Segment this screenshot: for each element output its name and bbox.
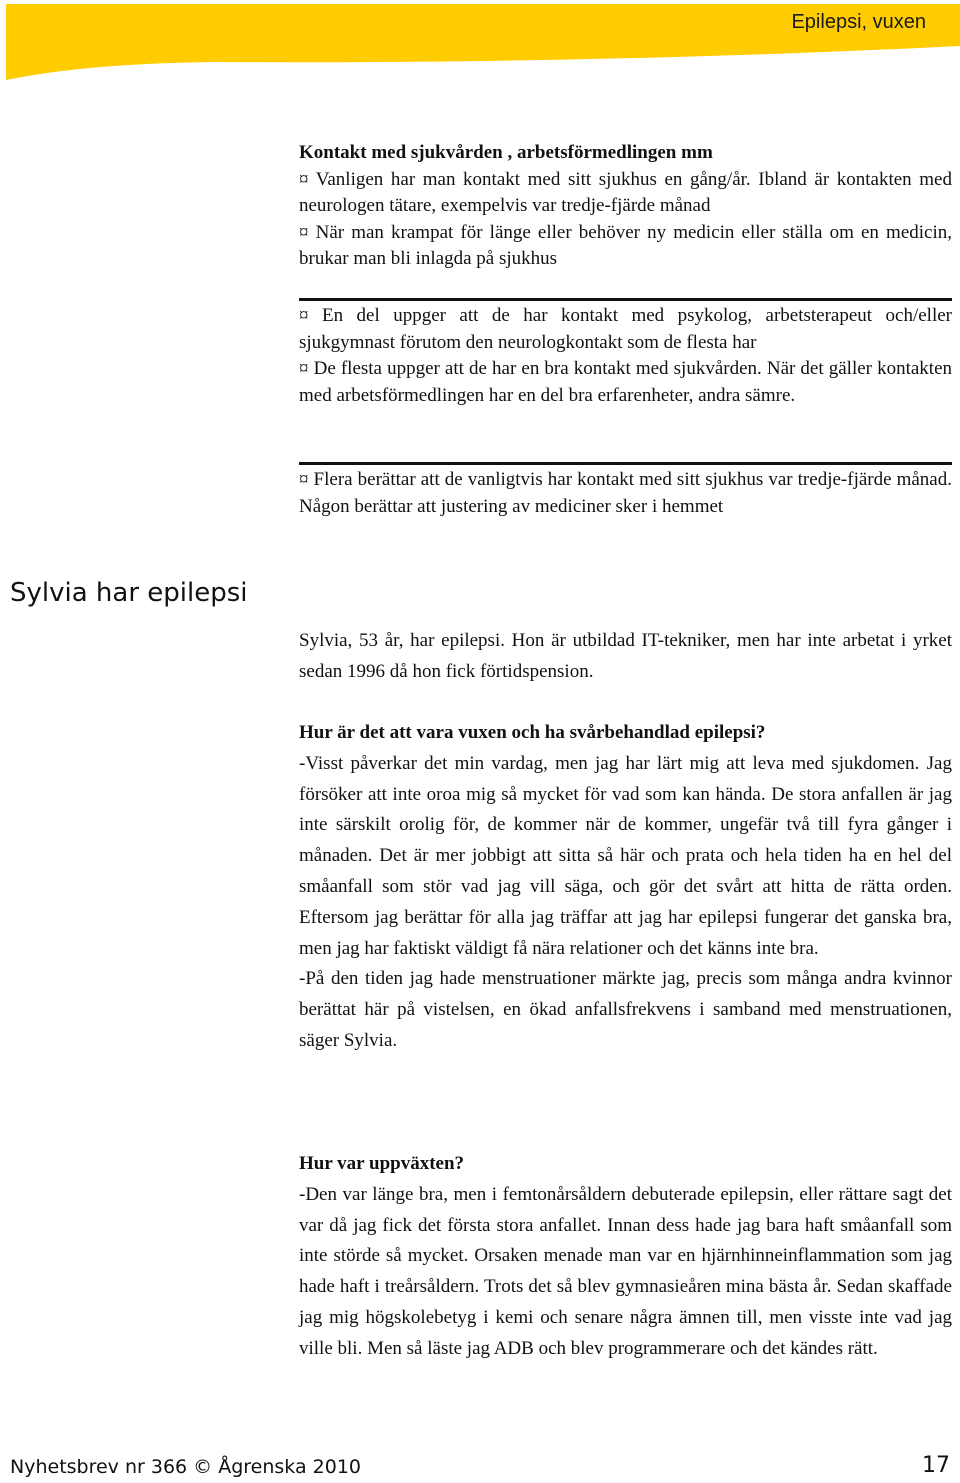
header-title: Epilepsi, vuxen [791, 11, 926, 33]
interview-answer: -Visst påverkar det min vardag, men jag har lärt mig att leva med sjukdomen. Jag försöker att inte oroa mig så mycket för vad som kan hända. De stora anfallen är jag inte särskilt orolig för, de kommer när de kommer, ungefär två till fyra gånger i månaden. Det är mer jobbigt att sitta så här och prata och hela tiden ha en hel del småanfall som stör vad jag vill säga, och gör det svårt att hitta de rätta orden. Eftersom jag berättar för alla jag träffar att jag har epilepsi fungerar det ganska bra, men jag har faktiskt väldigt få nära relationer och det känns inte bra. [299, 752, 952, 959]
bullet-paragraph: ¤ De flesta uppger att de har en bra kontakt med sjukvården. När det gäller kontakten med arbetsförmedlingen har en del bra erfarenheter, andra sämre. [299, 358, 952, 406]
bullet-paragraph: ¤ En del uppger att de har kontakt med psykolog, arbetsterapeut och/eller sjukgymnast förutom den neurologkontakt som de flesta har [299, 305, 952, 353]
interview-question: Hur är det att vara vuxen och ha svårbehandlad epilepsi? [299, 722, 766, 743]
contact-section [299, 140, 952, 273]
contact-frequency-block [299, 467, 952, 520]
intro-paragraph: Sylvia, 53 år, har epilepsi. Hon är utbildad IT-tekniker, men har inte arbetat i yrket sedan 1996 då hon fick förtidspension. [299, 630, 952, 682]
article-intro [299, 626, 952, 688]
sidebar-heading: Sylvia har epilepsi [10, 578, 248, 608]
interview-answer: -Den var länge bra, men i femtonårsåldern debuterade epilepsin, eller rättare sagt det var då jag fick det första stora anfallet. Innan dess hade jag bara haft småanfall som inte störde så mycket. Orsaken menade man var en hjärnhinneinflammation som jag hade haft i treårsåldern. Trots det så blev gymnasieåren mina bästa år. Sedan skaffade jag mig högskolebetyg i kemi och senare några ämnen till, men visste inte vad jag ville bli. Men så läste jag ADB och blev programmerare och det kändes rätt. [299, 1183, 952, 1359]
interview-answer: -På den tiden jag hade menstruationer märkte jag, precis som många andra kvinnor berättat här på vistelsen, en ökad anfallsfrekvens i samband med menstruationen, säger Sylvia. [299, 968, 952, 1051]
divider-rule [299, 298, 952, 301]
bullet-paragraph: ¤ Vanligen har man kontakt med sitt sjukhus en gång/år. Ibland är kontakten med neurologen tätare, exempelvis var tredje-fjärde månad [299, 168, 952, 216]
article-q2 [299, 1149, 952, 1365]
page-number: 17 [922, 1453, 950, 1478]
bullet-paragraph: ¤ När man krampat för länge eller behöver ny medicin eller ställa om en medicin, brukar man bli inlagda på sjukhus [299, 221, 952, 269]
bullet-paragraph: ¤ Flera berättar att de vanligtvis har kontakt med sitt sjukhus var tredje-fjärde månad. Någon berättar att justering av mediciner sker i hemmet [299, 469, 952, 517]
divider-rule [299, 462, 952, 465]
experience-block [299, 303, 952, 409]
interview-question: Hur var uppväxten? [299, 1153, 465, 1174]
article-q1 [299, 718, 952, 1057]
footer-publication: Nyhetsbrev nr 366 © Ågrenska 2010 [10, 1456, 361, 1478]
section-heading: Kontakt med sjukvården , arbetsförmedlingen mm [299, 142, 713, 163]
